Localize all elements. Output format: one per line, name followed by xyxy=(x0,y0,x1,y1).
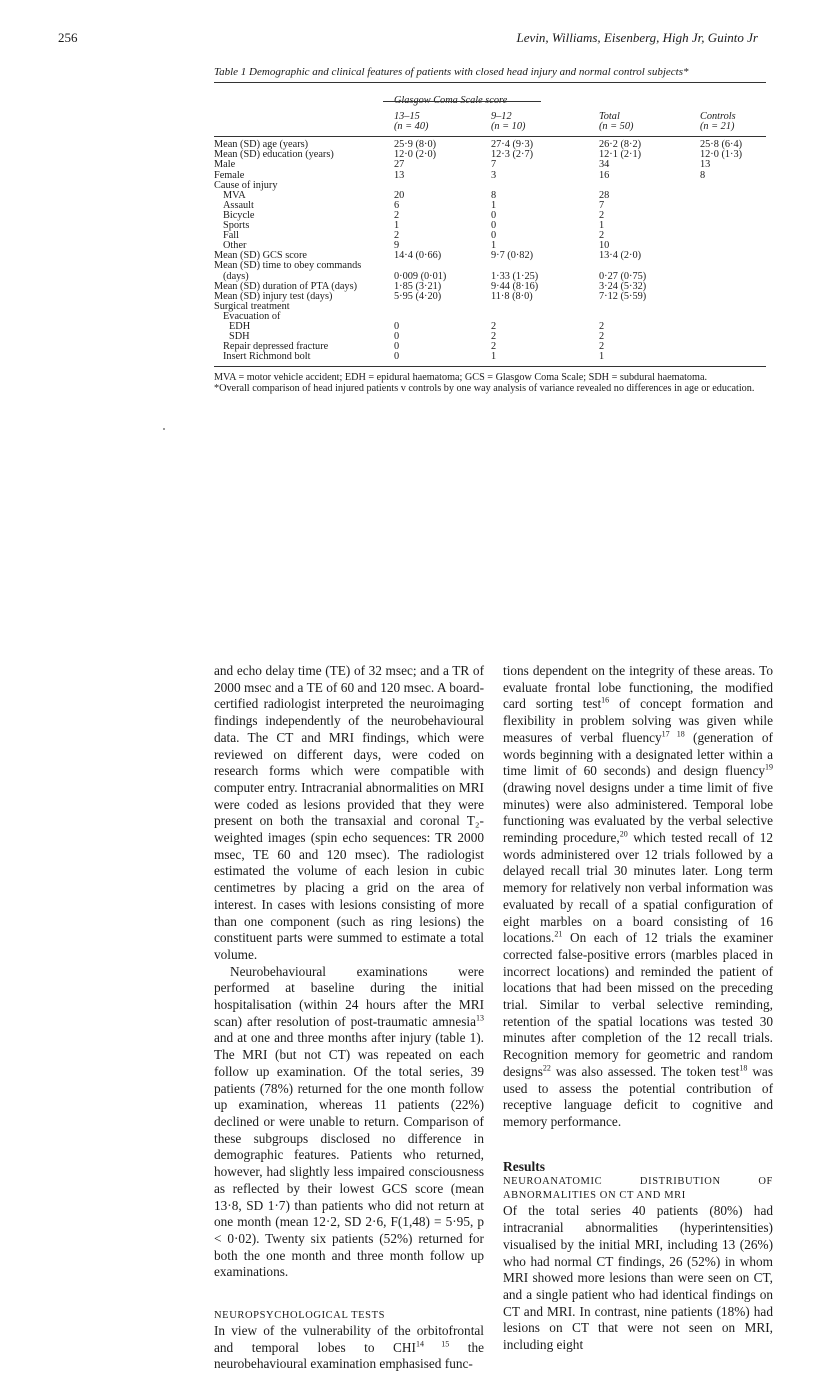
left-paragraph-3: In view of the vulnerability of the orbitofrontal and temporal lobes to $CHI^{14 15}$ the neurobehavioural examination emphasised func- xyxy=(214,1323,484,1372)
table-cell: 1 xyxy=(491,351,497,363)
col-n-2: (n = 10) xyxy=(491,121,526,133)
table-cell xyxy=(700,292,780,302)
table-row xyxy=(214,181,780,191)
table-cell: 0·27 (0·75) xyxy=(599,270,647,282)
table-cell: 9·7 (0·82) xyxy=(491,250,534,262)
header-bottom-rule xyxy=(214,136,766,137)
row-label: Male xyxy=(214,159,236,171)
col-header-4: Controls xyxy=(700,111,736,123)
table-cell xyxy=(700,181,780,191)
table-cell xyxy=(700,201,780,211)
table-cell: 0 xyxy=(394,331,400,343)
right-paragraph-2: Of the total series 40 patients (80%) had intracranial abnormalities (hyperintensities) visualised by the initial MRI, including 13 (26%) who had normal CT findings, 26 (52%) in whom MRI showed more lesions than were seen on CT, and a single patient who had identical findings on CT and MRI. In contrast, nine patients (18%) had lesions on CT that were not seen on MRI, including eight xyxy=(503,1203,773,1353)
table-cell: 27·4 (9·3) xyxy=(491,139,534,151)
table-cell: 2 xyxy=(394,230,400,242)
results-subheading: NEUROANATOMIC DISTRIBUTION OF ABNORMALITIES ON CT AND MRI xyxy=(503,1176,773,1202)
table-cell: 13 xyxy=(700,159,711,171)
table-row xyxy=(214,322,780,332)
table-cell xyxy=(700,272,780,282)
table-row xyxy=(214,191,780,201)
table-cell: 34 xyxy=(599,159,610,171)
table-cell xyxy=(491,181,599,191)
table-cell xyxy=(599,312,700,322)
left-paragraph-2: Neurobehavioural examinations were performed at baseline during the initial hospitalisation (within 24 hours after the MRI scan) after resolution of post-traumatic amnesia$^{13}$ and at one and three months after injury (table 1). The MRI (but not CT) was repeated on each follow up examination. Of the total series, 39 patients (78%) returned for the one month follow up examination, whereas 11 patients (22%) declined or were unable to return. Comparison of these subgroups disclosed no difference in demographic features. Patients who returned, however, had slightly less impaired consciousness as reflected by their lowest GCS score (mean 13·8, SD 1·7) than patients who did not return at one month (mean 12·2, SD 2·6, F(1,48) = 5·95, p < 0·02). Twenty six patients (52%) returned for both the one month and three month follow up examinations. xyxy=(214,963,484,1280)
table-cell: 1 xyxy=(491,240,497,252)
table-cell: 2 xyxy=(599,341,605,353)
col-header-2: 9–12 xyxy=(491,111,512,123)
col-n-3: (n = 50) xyxy=(599,121,634,133)
row-label: Female xyxy=(214,169,245,181)
row-label: Mean (SD) time to obey commands xyxy=(214,260,362,272)
table-row xyxy=(214,160,780,170)
row-label: Mean (SD) duration of PTA (days) xyxy=(214,280,358,292)
table-row xyxy=(214,292,780,302)
table-cell xyxy=(394,312,491,322)
table-cell: 12·0 (2·0) xyxy=(394,149,437,161)
table-row xyxy=(214,231,780,241)
left-column xyxy=(214,663,484,1373)
table-cell: 2 xyxy=(599,209,605,221)
table-cell: 0 xyxy=(394,351,400,363)
col-n-1: (n = 40) xyxy=(394,121,429,133)
row-label: Other xyxy=(223,240,247,252)
table-cell xyxy=(394,261,491,271)
row-label: Mean (SD) age (years) xyxy=(214,139,309,151)
col-header-3: Total xyxy=(599,111,620,123)
table-cell xyxy=(394,181,491,191)
table-cell: 7 xyxy=(491,159,497,171)
table-cell: 0 xyxy=(491,209,497,221)
table-note-star: *Overall comparison of head injured patients v controls by one way analysis of variance revealed no differences in age or education. xyxy=(214,383,755,394)
row-label: Bicycle xyxy=(223,209,255,221)
table-cell: 2 xyxy=(394,209,400,221)
right-paragraph-1: tions dependent on the integrity of these areas. To evaluate frontal lobe functioning, the modified card sorting test$^{16}$ of concept formation and flexibility in problem solving was given while measures of verbal fluency$^{17 18}$ (generation of words beginning with a designated letter within a time limit of 60 seconds) and design fluency$^{19}$ (drawing novel designs under a time limit of five minutes) were also administered. Temporal lobe functioning was evaluated by the verbal selective reminding procedure,$^{20}$ which tested recall of 12 words administered over 12 trials followed by a delayed recall trial 30 minutes later. Long term memory for relatively non verbal information was evaluated by recall of a spatial configuration of eight marbles on a board consisting of 16 locations.$^{21}$ On each of 12 trials the examiner corrected false-positive errors (marbles placed in incorrect locations) and reminded the patient of locations that had been missed on the preceding trial. Similar to verbal selective reminding, retention of the spatial locations was tested 30 minutes after completion of the 12 recall trials. Recognition memory for geometric and random designs$^{22}$ was also assessed. The token test$^{18}$ was used to assess the potential contribution of receptive language deficit to cognitive and memory performance. xyxy=(503,663,773,1129)
table-notes xyxy=(214,372,759,394)
table-cell xyxy=(700,261,780,271)
right-column xyxy=(503,663,773,1354)
table-cell: 12·1 (2·1) xyxy=(599,149,642,161)
table-cell xyxy=(491,312,599,322)
table-cell: 7 xyxy=(599,199,605,211)
table-row xyxy=(214,302,780,312)
table-cell: 2 xyxy=(599,331,605,343)
table-cell: 1 xyxy=(491,199,497,211)
table-cell: 3·24 (5·32) xyxy=(599,280,647,292)
row-label: Fall xyxy=(223,230,240,242)
table-cell: 3 xyxy=(491,169,497,181)
table-cell: 0 xyxy=(491,230,497,242)
table-cell: 1·85 (3·21) xyxy=(394,280,442,292)
table-cell xyxy=(700,282,780,292)
table-cell: 8 xyxy=(700,169,706,181)
table-cell: 0 xyxy=(394,341,400,353)
section-heading-neuropsych: NEUROPSYCHOLOGICAL TESTS xyxy=(214,1310,386,1322)
table-cell xyxy=(394,302,491,312)
table-cell: 2 xyxy=(491,331,497,343)
table-cell: 0 xyxy=(394,320,400,332)
table-cell: 6 xyxy=(394,199,400,211)
table-cell: 0·009 (0·01) xyxy=(394,270,447,282)
page-number: 256 xyxy=(58,30,78,45)
table-cell xyxy=(700,251,780,261)
table-cell: 7·12 (5·59) xyxy=(599,290,647,302)
table-cell: 9·44 (8·16) xyxy=(491,280,539,292)
table-cell xyxy=(700,241,780,251)
row-label: Mean (SD) education (years) xyxy=(214,149,334,161)
table-caption: Table 1 Demographic and clinical features of patients with closed head injury and normal control subjects* xyxy=(214,66,689,78)
table-cell: 9 xyxy=(394,240,400,252)
table-cell: 2 xyxy=(491,341,497,353)
table-cell: 2 xyxy=(599,320,605,332)
table-cell xyxy=(599,181,700,191)
table-cell: 1 xyxy=(599,351,605,363)
table-cell: 11·8 (8·0) xyxy=(491,290,533,302)
table-cell: 25·8 (6·4) xyxy=(700,139,743,151)
row-label: Insert Richmond bolt xyxy=(223,351,311,363)
row-label: Mean (SD) GCS score xyxy=(214,250,307,262)
row-label: Assault xyxy=(223,199,254,211)
row-label: Surgical treatment xyxy=(214,300,290,312)
table-row xyxy=(214,201,780,211)
row-label: Evacuation of xyxy=(223,310,281,322)
table-cell xyxy=(700,352,780,362)
table-cell: 27 xyxy=(394,159,405,171)
table-row xyxy=(214,211,780,221)
table-cell: 2 xyxy=(491,320,497,332)
table-cell xyxy=(700,342,780,352)
table-cell: 12·0 (1·3) xyxy=(700,149,743,161)
table-cell: 13·4 (2·0) xyxy=(599,250,642,262)
table-cell: 1 xyxy=(394,220,400,232)
table-cell xyxy=(491,261,599,271)
table-note-abbrev: MVA = motor vehicle accident; EDH = epidural haematoma; GCS = Glasgow Coma Scale; SDH = subdural haematoma. xyxy=(214,372,708,383)
table-cell: 2 xyxy=(599,230,605,242)
table-top-rule xyxy=(214,82,766,83)
table-cell: 16 xyxy=(599,169,610,181)
left-paragraph-1: and echo delay time (TE) of 32 msec; and a TR of 2000 msec and a TE of 60 and 120 msec. A board-certified radiologist interpreted the neuroimaging findings independently of the neurobehavioural data. The CT and MRI findings, which were reviewed on different days, were coded on research forms which were compatible with computer entry. Intracranial abnormalities on MRI were coded as lesions provided that they were present on both the transaxial and coronal T₂-weighted images (spin echo sequences: TR 2000 msec, TE 60 and 120 msec). The radiologist estimated the volume of each lesion in cubic centimetres by placing a grid on the area of interest. In cases with lesions consisting of more than one component (such as ring lesions) the constituent parts were summed to estimate a total volume. xyxy=(214,663,484,962)
table-cell xyxy=(599,302,700,312)
margin-dot xyxy=(163,428,165,430)
table-cell xyxy=(700,191,780,201)
running-head: Levin, Williams, Eisenberg, High Jr, Guinto Jr xyxy=(516,30,758,45)
table-cell: 8 xyxy=(491,189,497,201)
table-cell xyxy=(700,332,780,342)
results-heading: Results xyxy=(503,1158,546,1174)
table-cell: 28 xyxy=(599,189,610,201)
table-cell: 14·4 (0·66) xyxy=(394,250,442,262)
table-cell: 5·95 (4·20) xyxy=(394,290,442,302)
row-label: Sports xyxy=(223,220,250,232)
table-cell: 13 xyxy=(394,169,405,181)
table-cell xyxy=(700,211,780,221)
table-row xyxy=(214,221,780,231)
table-cell: 12·3 (2·7) xyxy=(491,149,534,161)
row-label: EDH xyxy=(229,320,251,332)
table-cell xyxy=(491,302,599,312)
col-header-1: 13–15 xyxy=(394,111,420,123)
table-cell: 10 xyxy=(599,240,610,252)
row-label: Cause of injury xyxy=(214,179,278,191)
row-label: (days) xyxy=(223,270,249,282)
table-cell xyxy=(700,312,780,322)
table-cell xyxy=(700,322,780,332)
table-cell: 0 xyxy=(491,220,497,232)
group-header-rule xyxy=(383,101,541,102)
table-cell: 25·9 (8·0) xyxy=(394,139,437,151)
row-label: Repair depressed fracture xyxy=(223,341,329,353)
row-label: MVA xyxy=(223,189,246,201)
table-cell: 26·2 (8·2) xyxy=(599,139,642,151)
table-cell: 1 xyxy=(599,220,605,232)
table-cell xyxy=(700,231,780,241)
table-cell xyxy=(700,302,780,312)
table-cell: 20 xyxy=(394,189,405,201)
table-bottom-rule xyxy=(214,366,766,367)
table-row xyxy=(214,352,780,362)
col-n-4: (n = 21) xyxy=(700,121,735,133)
table-row xyxy=(214,261,780,271)
table-cell xyxy=(599,261,700,271)
table-row xyxy=(214,171,780,181)
table-row xyxy=(214,312,780,322)
row-label: SDH xyxy=(229,331,250,343)
row-label: Mean (SD) injury test (days) xyxy=(214,290,333,302)
table-cell: 1·33 (1·25) xyxy=(491,270,539,282)
table-row xyxy=(214,150,780,160)
table-cell xyxy=(700,221,780,231)
